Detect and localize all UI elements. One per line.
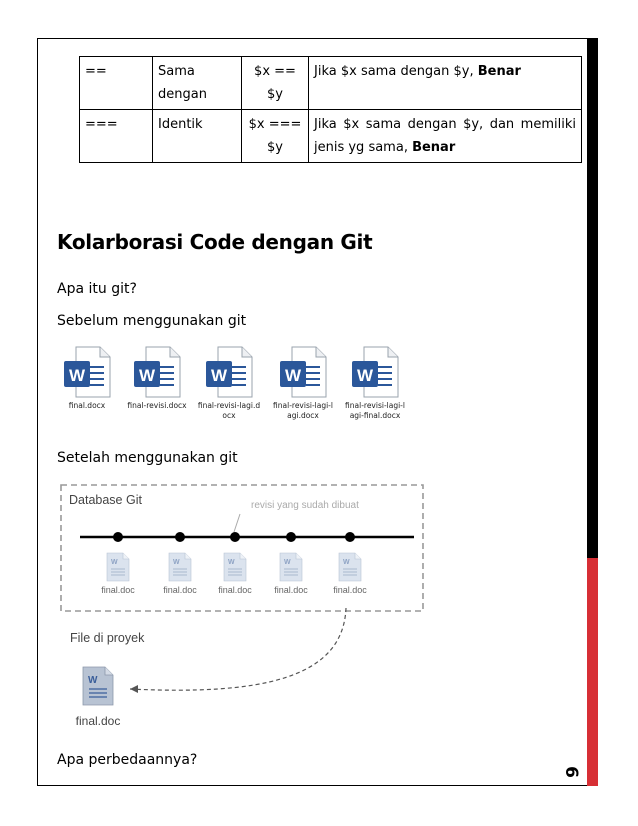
page-number: 6 [561,766,581,778]
word-file-item [338,345,412,421]
operator-example-cell: $x == $y [242,57,309,110]
svg-text:W: W [284,559,291,566]
revision-file-icon [224,553,246,581]
svg-text:W: W [228,559,235,566]
svg-text:W: W [356,366,374,385]
revision-note: revisi yang sudah dibuat [251,500,359,511]
svg-text:W: W [173,559,180,566]
word-file-name: final-revisi-lagi-l agi-final.docx [345,401,405,420]
word-doc-icon [62,345,112,399]
operator-desc-cell: Jika $x sama dengan $y, dan memiliki jenis yg sama, Benar [309,110,582,163]
revision-point [113,532,123,542]
after-git-label: Setelah menggunakan git [57,450,238,466]
revision-point [230,532,240,542]
operator-name-cell: Sama dengan [153,57,242,110]
svg-text:W: W [88,675,98,686]
word-file-item [192,345,266,421]
project-file-name: final.doc [75,714,121,728]
operator-desc-cell: Jika $x sama dengan $y, Benar [309,57,582,110]
question-what-is-git: Apa itu git? [57,281,137,297]
revision-file-name: final.doc [101,585,135,595]
word-file-name: final-revisi-lagi-l agi.docx [273,401,333,420]
word-doc-icon [132,345,182,399]
operator-cell: == [80,57,153,110]
revision-file-icon [107,553,129,581]
table-row [80,110,582,163]
svg-text:W: W [111,559,118,566]
checkout-arrow-head [130,685,138,693]
files-before-git [60,345,430,435]
word-file-item [266,345,340,421]
revision-file-icon [280,553,302,581]
svg-text:W: W [138,366,156,385]
revision-file-icon [339,553,361,581]
svg-text:W: W [284,366,302,385]
word-doc-icon [278,345,328,399]
checkout-arrow [130,608,346,690]
svg-text:W: W [343,559,350,566]
revision-point [175,532,185,542]
project-file-icon [83,667,113,705]
revision-file-name: final.doc [333,585,367,595]
question-difference: Apa perbedaannya? [57,752,198,768]
git-database-diagram [58,480,428,730]
revision-file-name: final.doc [163,585,197,595]
word-file-name: final-revisi.docx [127,401,187,410]
word-file-item [50,345,124,411]
svg-text:W: W [68,366,86,385]
word-file-item [120,345,194,411]
word-file-name: final-revisi-lagi.d ocx [197,401,261,420]
word-doc-icon [204,345,254,399]
operator-cell: === [80,110,153,163]
svg-text:W: W [210,366,228,385]
word-doc-icon [350,345,400,399]
section-heading: Kolarborasi Code dengan Git [57,230,373,254]
word-file-name: final.docx [68,401,106,410]
revision-file-icon [169,553,191,581]
page-side-bar-red [587,558,598,786]
project-label: File di proyek [70,631,145,645]
operator-table [79,56,582,163]
revision-note-pointer [234,514,240,532]
database-label: Database Git [69,493,142,507]
before-git-label: Sebelum menggunakan git [57,313,247,329]
revision-file-name: final.doc [274,585,308,595]
operator-example-cell: $x === $y [242,110,309,163]
revision-file-name: final.doc [218,585,252,595]
operator-name-cell: Identik [153,110,242,163]
page-side-bar-black [587,38,598,558]
revision-point [286,532,296,542]
table-row [80,57,582,110]
revision-point [345,532,355,542]
